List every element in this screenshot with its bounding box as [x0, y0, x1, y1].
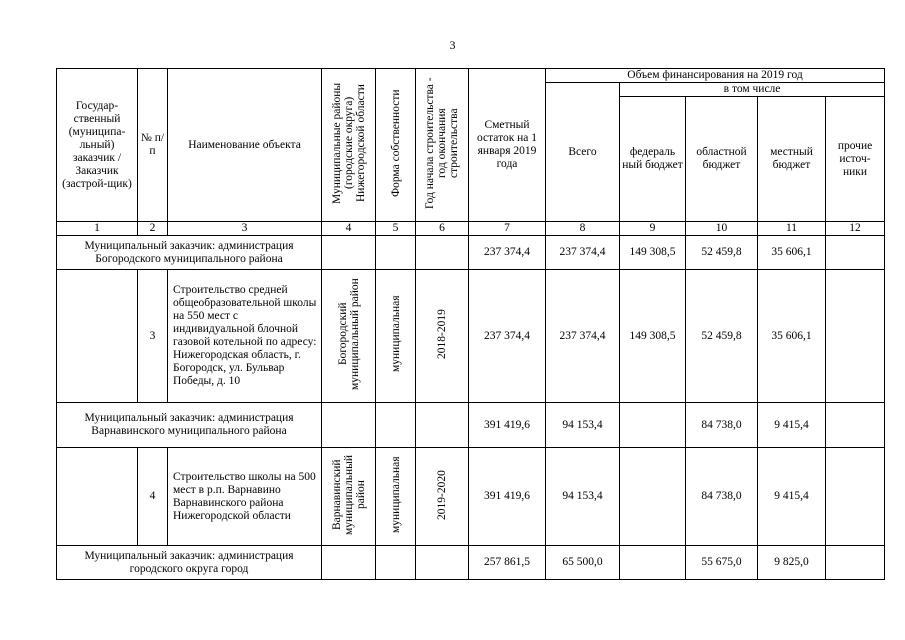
district-cell: Варнавинский муниципальный район [322, 448, 376, 546]
years-cell: 2019-2020 [416, 448, 469, 546]
financing-table [56, 68, 885, 580]
header-funding: Объем финансирования на 2019 год [546, 69, 885, 83]
table-row [57, 403, 885, 448]
col-number: 6 [416, 222, 469, 236]
object-cell: Строительство средней общеобразовательной школы на 550 мест с индивидуальной блочной газовой котельной по адресу: Нижегородская область, г. Богородск, ул. Бульвар Победы, д. 10 [168, 270, 322, 403]
col-number: 4 [322, 222, 376, 236]
regional-cell: 55 675,0 [686, 546, 758, 580]
table-row [57, 236, 885, 270]
balance-cell: 391 419,6 [469, 448, 546, 546]
header-including: в том числе [620, 83, 885, 97]
customer-cell: Муниципальный заказчик: администрация Богородского муниципального района [57, 236, 322, 270]
header-num: № п/п [138, 69, 168, 222]
balance-cell: 257 861,5 [469, 546, 546, 580]
regional-cell: 52 459,8 [686, 236, 758, 270]
num-cell: 3 [138, 270, 168, 403]
local-cell: 9 825,0 [758, 546, 826, 580]
balance-cell: 391 419,6 [469, 403, 546, 448]
federal-cell [620, 448, 686, 546]
header-districts: Муниципальные районы (городские округа) Нижегородской области [322, 69, 376, 222]
table-row [57, 546, 885, 580]
column-number-row [57, 222, 885, 236]
local-cell: 9 415,4 [758, 403, 826, 448]
object-cell: Строительство школы на 500 мест в р.п. Варнавино Варнавинского района Нижегородской области [168, 448, 322, 546]
regional-cell: 52 459,8 [686, 270, 758, 403]
header-estimated-balance: Сметный остаток на 1 января 2019 года [469, 69, 546, 222]
page-number: 3 [449, 38, 456, 52]
federal-cell [620, 546, 686, 580]
regional-cell: 84 738,0 [686, 448, 758, 546]
ownership-cell: муниципальная [376, 448, 416, 546]
col-number: 10 [686, 222, 758, 236]
other-cell [826, 448, 885, 546]
local-cell: 35 606,1 [758, 270, 826, 403]
other-cell [826, 270, 885, 403]
header-federal: федераль ный бюджет [620, 97, 686, 222]
balance-cell: 237 374,4 [469, 236, 546, 270]
other-cell [826, 546, 885, 580]
total-cell: 237 374,4 [546, 270, 620, 403]
years-cell [416, 403, 469, 448]
col-number: 5 [376, 222, 416, 236]
header-total: Всего [546, 83, 620, 222]
regional-cell: 84 738,0 [686, 403, 758, 448]
header-object-name: Наименование объекта [168, 69, 322, 222]
federal-cell: 149 308,5 [620, 236, 686, 270]
header-local: местный бюджет [758, 97, 826, 222]
customer-cell: Муниципальный заказчик: администрация городского округа город [57, 546, 322, 580]
federal-cell [620, 403, 686, 448]
col-number: 11 [758, 222, 826, 236]
years-cell [416, 546, 469, 580]
local-cell: 9 415,4 [758, 448, 826, 546]
ownership-cell [376, 403, 416, 448]
ownership-cell [376, 236, 416, 270]
years-cell: 2018-2019 [416, 270, 469, 403]
num-cell: 4 [138, 448, 168, 546]
header-customer: Государ-ственный (муниципа-льный) заказчик / Заказчик (застрой-щик) [57, 69, 138, 222]
other-cell [826, 236, 885, 270]
col-number: 9 [620, 222, 686, 236]
col-number: 2 [138, 222, 168, 236]
local-cell: 35 606,1 [758, 236, 826, 270]
total-cell: 237 374,4 [546, 236, 620, 270]
header-ownership: Форма собственности [376, 69, 416, 222]
other-cell [826, 403, 885, 448]
col-number: 3 [168, 222, 322, 236]
header-years: Год начала строительства - год окончания строительства [416, 69, 469, 222]
col-number: 8 [546, 222, 620, 236]
years-cell [416, 236, 469, 270]
total-cell: 94 153,4 [546, 448, 620, 546]
customer-cell [57, 448, 138, 546]
total-cell: 94 153,4 [546, 403, 620, 448]
col-number: 12 [826, 222, 885, 236]
district-cell [322, 236, 376, 270]
ownership-cell [376, 546, 416, 580]
customer-cell [57, 270, 138, 403]
table-row [57, 448, 885, 546]
col-number: 7 [469, 222, 546, 236]
table-row [57, 270, 885, 403]
header-other: прочие источ-ники [826, 97, 885, 222]
ownership-cell: муниципальная [376, 270, 416, 403]
district-cell [322, 546, 376, 580]
header-regional: областной бюджет [686, 97, 758, 222]
customer-cell: Муниципальный заказчик: администрация Варнавинского муниципального района [57, 403, 322, 448]
balance-cell: 237 374,4 [469, 270, 546, 403]
col-number: 1 [57, 222, 138, 236]
federal-cell: 149 308,5 [620, 270, 686, 403]
district-cell [322, 403, 376, 448]
total-cell: 65 500,0 [546, 546, 620, 580]
district-cell: Богородский муниципальный район [322, 270, 376, 403]
